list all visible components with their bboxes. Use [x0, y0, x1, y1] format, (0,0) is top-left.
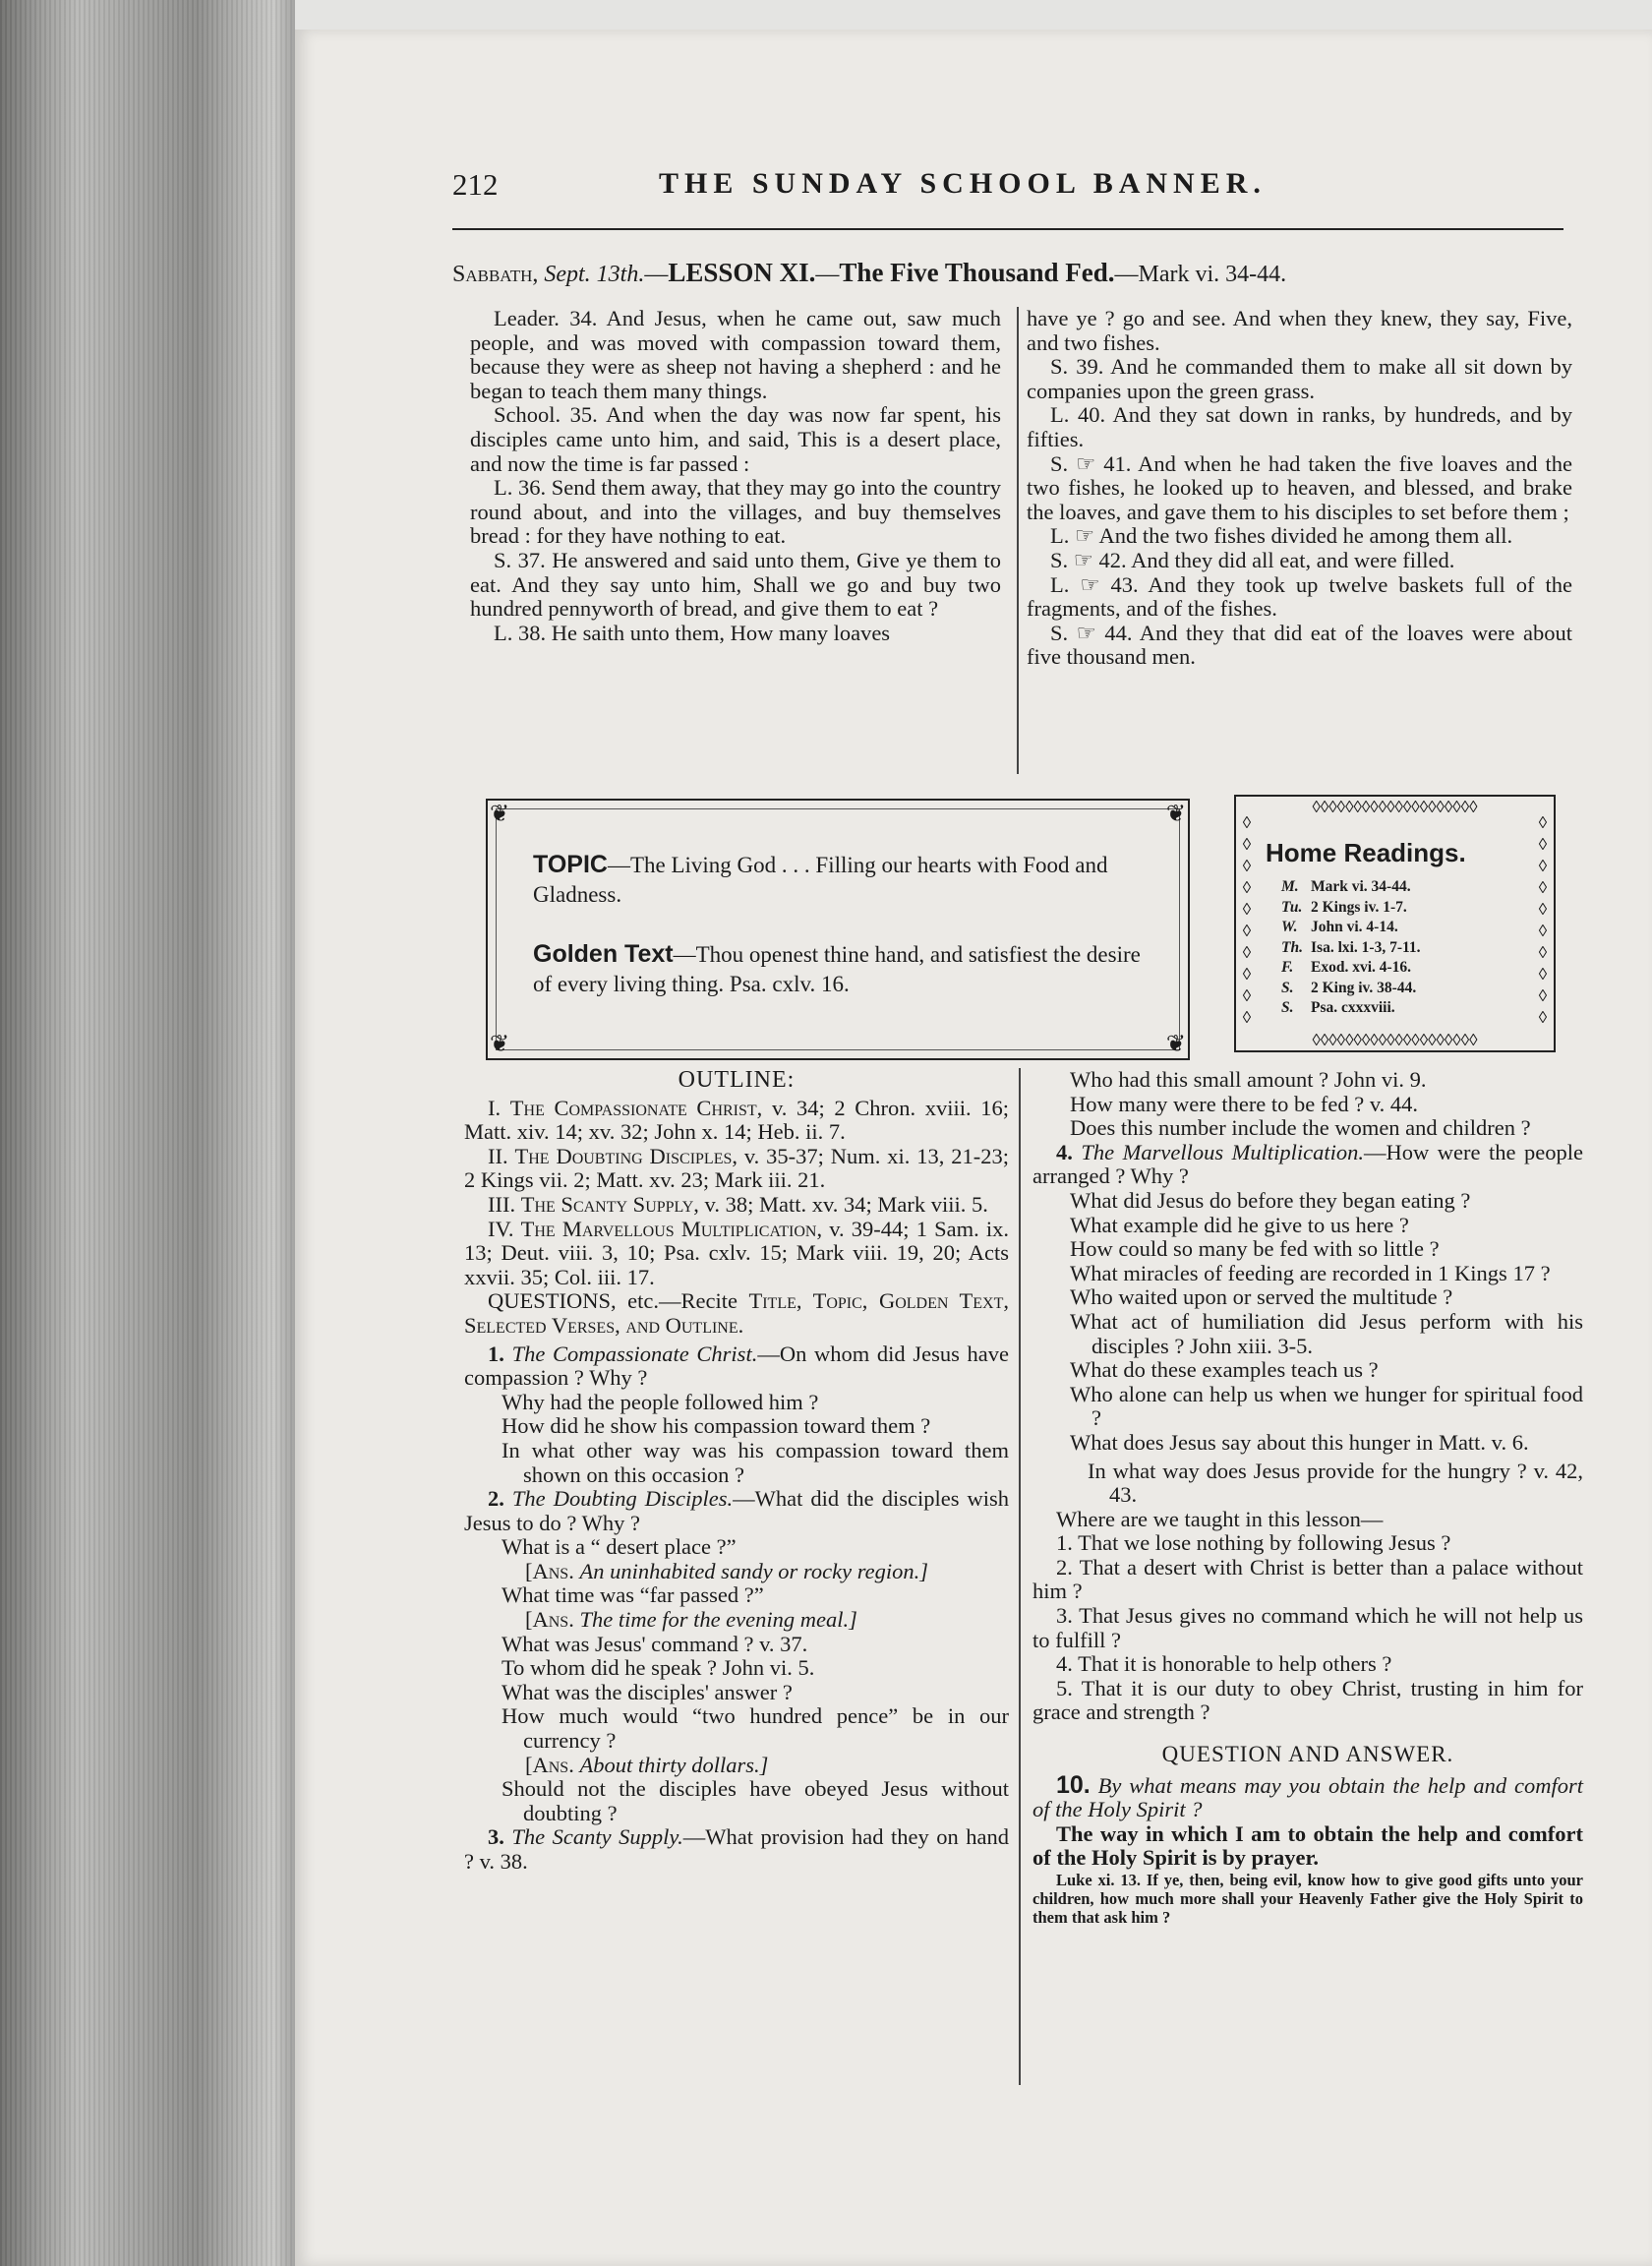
book-page-edges	[0, 0, 295, 2266]
question: Should not the disciples have obeyed Jesus without doubting ?	[502, 1776, 1009, 1825]
qa-proof: Luke xi. 13. If ye, then, being evil, know how to give good gifts unto your children, how much more shall your Heavenly Father give the Holy Spirit to them that ask him ?	[1032, 1871, 1583, 1927]
verse: L. ☞ And the two fishes divided he among them all.	[1050, 523, 1513, 549]
question: What act of humiliation did Jesus perform with his disciples ? John xiii. 3-5.	[1070, 1308, 1583, 1358]
list-item: 1. That we lose nothing by following Jesus ?	[1056, 1530, 1451, 1556]
verse: have ye ? go and see. And when they knew, they say, Five, and two fishes.	[1027, 306, 1572, 355]
question: Who alone can help us when we hunger for spiritual food ?	[1070, 1381, 1583, 1431]
outline-refs: v. 38; Matt. xv. 34; Mark viii. 5.	[704, 1191, 988, 1217]
lesson-ref: —Mark vi. 34-44.	[1114, 262, 1287, 287]
list-item	[1281, 938, 1421, 959]
question: Who had this small amount ? John vi. 9.	[1070, 1067, 1427, 1092]
list-item	[1281, 898, 1421, 919]
question: What was the disciples' answer ?	[502, 1679, 793, 1704]
reading-day: W.	[1281, 919, 1298, 935]
outline-item	[464, 1145, 1009, 1193]
ornament-icon: ❦	[1165, 802, 1186, 827]
list-item	[1281, 958, 1421, 979]
question-section	[464, 1825, 1009, 1874]
topic-box	[486, 799, 1190, 1060]
question: What was Jesus' command ? v. 37.	[502, 1631, 808, 1656]
question: What example did he give to us here ?	[1070, 1212, 1409, 1237]
column-divider	[1019, 1068, 1021, 2085]
qa-question-text: By what means may you obtain the help and comfort of the Holy Spirit ?	[1032, 1772, 1583, 1822]
list-item: 5. That it is our duty to obey Christ, trusting in him for grace and strength ?	[1032, 1675, 1583, 1725]
reading-day: Tu.	[1281, 898, 1303, 916]
answer-label: [Ans.	[525, 1558, 574, 1583]
question: How could so many be fed with so little ?	[1070, 1236, 1440, 1262]
lesson-day: Sabbath,	[452, 262, 539, 287]
reading-ref: Exod. xvi. 4-16.	[1311, 959, 1412, 976]
section-title: The Marvellous Multiplication.	[1081, 1139, 1365, 1164]
question: In what way does Jesus provide for the hungry ? v. 42, 43.	[1088, 1458, 1583, 1508]
reading-ref: Mark vi. 34-44.	[1311, 878, 1411, 895]
questions-intro-items: Title, Topic, Golden Text, Selected Verses, and Outline.	[464, 1288, 1009, 1338]
question: What do these examples teach us ?	[1070, 1357, 1379, 1383]
lesson-name: The Five Thousand Fed.	[839, 258, 1115, 287]
question: In what other way was his compassion toward them shown on this occasion ?	[502, 1437, 1009, 1487]
page-number: 212	[452, 167, 499, 202]
question: How many were there to be fed ? v. 44.	[1070, 1091, 1419, 1116]
reading-ref: 2 Kings iv. 1-7.	[1311, 898, 1407, 916]
verse: S. 37. He answered and said unto them, Give ye them to eat. And they say unto him, Shall we go and buy two hundred pennyworth of bread, and give them to eat ?	[470, 547, 1001, 622]
diamond-border-top: ◊◊◊◊◊◊◊◊◊◊◊◊◊◊◊◊◊◊◊◊	[1312, 799, 1478, 815]
questions-intro	[464, 1289, 1009, 1338]
verse: L. 40. And they sat down in ranks, by hundreds, and by fifties.	[1027, 402, 1572, 451]
question: Does this number include the women and children ?	[1070, 1115, 1531, 1141]
questions-right-column	[1032, 1068, 1583, 1927]
answer-label: [Ans.	[525, 1752, 574, 1777]
home-readings-box	[1234, 795, 1556, 1052]
qa-answer: The way in which I am to obtain the help and comfort of the Holy Spirit is by prayer.	[1032, 1820, 1583, 1871]
outline-refs: v. 39-44; 1 Sam. ix. 13; Deut. viii. 3, 10; Psa. cxlv. 15; Mark viii. 19, 20; Acts xxvii. 35; Col. iii. 17.	[464, 1216, 1010, 1289]
verse: S. ☞ 44. And they that did eat of the loaves were about five thousand men.	[1027, 620, 1572, 670]
verse: L. ☞ 43. And they took up twelve baskets full of the fragments, and of the fishes.	[1027, 571, 1572, 622]
topic	[533, 850, 1143, 910]
answer-text: An uninhabited sandy or rocky region.]	[579, 1558, 928, 1583]
section-title: The Scanty Supply.	[511, 1824, 683, 1850]
answer-text: The time for the evening meal.]	[579, 1607, 857, 1633]
topic-label: TOPIC	[533, 851, 608, 878]
list-item	[1281, 877, 1421, 898]
lesson-title	[452, 258, 1564, 288]
section-num: 4.	[1056, 1139, 1073, 1164]
home-readings-title: Home Readings.	[1266, 838, 1466, 867]
verse: L. 38. He saith unto them, How many loaves	[494, 620, 891, 645]
question: What is a “ desert place ?”	[502, 1534, 737, 1560]
section-title: The Doubting Disciples.	[511, 1486, 734, 1512]
header-rule	[452, 228, 1564, 230]
reading-ref: Isa. lxi. 1-3, 7-11.	[1311, 938, 1421, 956]
question-section	[464, 1487, 1009, 1535]
question: —What provision had they on hand ? v. 38.	[464, 1824, 1010, 1874]
outline-title: The Marvellous Multiplication,	[520, 1216, 823, 1241]
taught-intro: Where are we taught in this lesson—	[1056, 1506, 1384, 1531]
reading-day: M.	[1281, 878, 1299, 895]
outline-num: I.	[488, 1095, 502, 1120]
outline-title: The Compassionate Christ,	[509, 1095, 763, 1120]
section-num: 2.	[488, 1486, 504, 1512]
question: What miracles of feeding are recorded in 1 Kings 17 ?	[1070, 1260, 1551, 1285]
answer	[464, 1560, 1009, 1584]
lesson-date: Sept. 13th.	[544, 262, 645, 287]
reading-day: F.	[1281, 959, 1294, 976]
questions-left-column	[464, 1068, 1009, 1875]
diamond-border-bottom: ◊◊◊◊◊◊◊◊◊◊◊◊◊◊◊◊◊◊◊◊	[1312, 1032, 1478, 1048]
outline-refs: v. 34; 2 Chron. xviii. 16; Matt. xiv. 14; xv. 32; John x. 14; Heb. ii. 7.	[464, 1095, 1010, 1145]
section-num: 1.	[488, 1341, 504, 1366]
question: —How were the people arranged ? Why ?	[1032, 1139, 1583, 1189]
outline-title: The Doubting Disciples,	[514, 1143, 738, 1168]
list-item	[1281, 918, 1421, 938]
topic-content	[533, 850, 1143, 999]
ornament-icon: ❦	[490, 1032, 510, 1057]
answer	[464, 1608, 1009, 1633]
reading-ref: Psa. cxxxviii.	[1311, 999, 1395, 1016]
golden-text	[533, 939, 1143, 999]
golden-text-body: —Thou openest thine hand, and satisfiest the desire of every living thing. Psa. cxlv. 16.	[533, 942, 1141, 996]
golden-text-label: Golden Text	[533, 940, 674, 968]
list-item: 2. That a desert with Christ is better than a palace without him ?	[1032, 1554, 1583, 1604]
question: What time was “far passed ?”	[502, 1582, 764, 1608]
reading-day: S.	[1281, 999, 1294, 1016]
question: To whom did he speak ? John vi. 5.	[502, 1655, 815, 1681]
verse: S. ☞ 41. And when he had taken the five loaves and the two fishes, he looked up to heaven, and blessed, and brake the loaves, and gave them to his disciples to set before them ;	[1027, 450, 1572, 524]
answer	[464, 1754, 1009, 1778]
reading-ref: 2 King iv. 38-44.	[1311, 979, 1417, 996]
dash: —	[815, 262, 840, 287]
outline-title: The Scanty Supply,	[520, 1191, 699, 1217]
outline-refs: v. 35-37; Num. xi. 13, 21-23; 2 Kings vii. 2; Matt. xv. 23; Mark iii. 21.	[464, 1143, 1010, 1193]
running-header	[452, 167, 1564, 216]
verse: S. ☞ 42. And they did all eat, and were filled.	[1050, 547, 1455, 572]
question-section	[1032, 1141, 1583, 1189]
question: —What did the disciples wish Jesus to do ? Why ?	[464, 1486, 1009, 1535]
dash: —	[644, 262, 669, 287]
topic-text: —The Living God . . . Filling our hearts with Food and Gladness.	[533, 853, 1108, 907]
list-item	[1281, 998, 1421, 1019]
column-divider	[1017, 307, 1019, 774]
ornament-icon: ❦	[1165, 1032, 1186, 1057]
question: Why had the people followed him ?	[502, 1389, 819, 1414]
diamond-border-left: ◊ ◊ ◊ ◊ ◊ ◊ ◊ ◊ ◊ ◊	[1242, 813, 1252, 1027]
scripture-right-column	[1027, 307, 1572, 670]
outline-item	[464, 1193, 1009, 1218]
home-readings-list	[1281, 877, 1421, 1019]
outline-heading: OUTLINE:	[678, 1067, 796, 1093]
section-title: The Compassionate Christ.	[511, 1341, 758, 1366]
qa-heading: QUESTION AND ANSWER.	[1161, 1742, 1454, 1767]
verse: Leader. 34. And Jesus, when he came out, saw much people, and was moved with compassion toward them, because they were as sheep not having a shepherd : and he began to teach them many things.	[470, 306, 1001, 403]
verse: L. 36. Send them away, that they may go into the country round about, and into the villages, and buy themselves bread : for they have nothing to eat.	[470, 475, 1001, 549]
lesson-number: LESSON XI.	[668, 258, 816, 287]
answer-text: About thirty dollars.]	[579, 1752, 769, 1777]
list-item	[1281, 979, 1421, 999]
reading-day: Th.	[1281, 938, 1303, 956]
verse: S. 39. And he commanded them to make all sit down by companies upon the green grass.	[1027, 354, 1572, 403]
question: —On whom did Jesus have compassion ? Why ?	[464, 1341, 1010, 1391]
qa-number: 10.	[1056, 1770, 1091, 1799]
question: What did Jesus do before they began eating ?	[1070, 1187, 1471, 1213]
qa-question	[1032, 1770, 1583, 1822]
verse: School. 35. And when the day was now far spent, his disciples came unto him, and said, This is a desert place, and now the time is far passed :	[470, 402, 1001, 476]
ornament-icon: ❦	[490, 802, 510, 827]
question-section	[464, 1342, 1009, 1391]
question: How much would “two hundred pence” be in our currency ?	[502, 1703, 1009, 1754]
reading-ref: John vi. 4-14.	[1311, 919, 1398, 935]
outline-item	[464, 1097, 1009, 1145]
scripture-left-column	[470, 307, 1001, 645]
outline-num: II.	[488, 1143, 508, 1168]
outline-item	[464, 1218, 1009, 1290]
question: What does Jesus say about this hunger in Matt. v. 6.	[1070, 1429, 1529, 1455]
answer-label: [Ans.	[525, 1607, 574, 1633]
list-item: 4. That it is honorable to help others ?	[1056, 1651, 1392, 1677]
outline-num: IV.	[488, 1216, 514, 1241]
running-title: THE SUNDAY SCHOOL BANNER.	[659, 167, 1267, 200]
question: Who waited upon or served the multitude ?	[1070, 1284, 1453, 1310]
diamond-border-right: ◊ ◊ ◊ ◊ ◊ ◊ ◊ ◊ ◊ ◊	[1538, 813, 1548, 1027]
section-num: 3.	[488, 1824, 504, 1850]
questions-intro-text: QUESTIONS, etc.—Recite	[488, 1288, 749, 1314]
list-item: 3. That Jesus gives no command which he will not help us to fulfill ?	[1032, 1603, 1583, 1652]
outline-num: III.	[488, 1191, 516, 1217]
question: How did he show his compassion toward them ?	[502, 1413, 931, 1439]
reading-day: S.	[1281, 979, 1294, 996]
